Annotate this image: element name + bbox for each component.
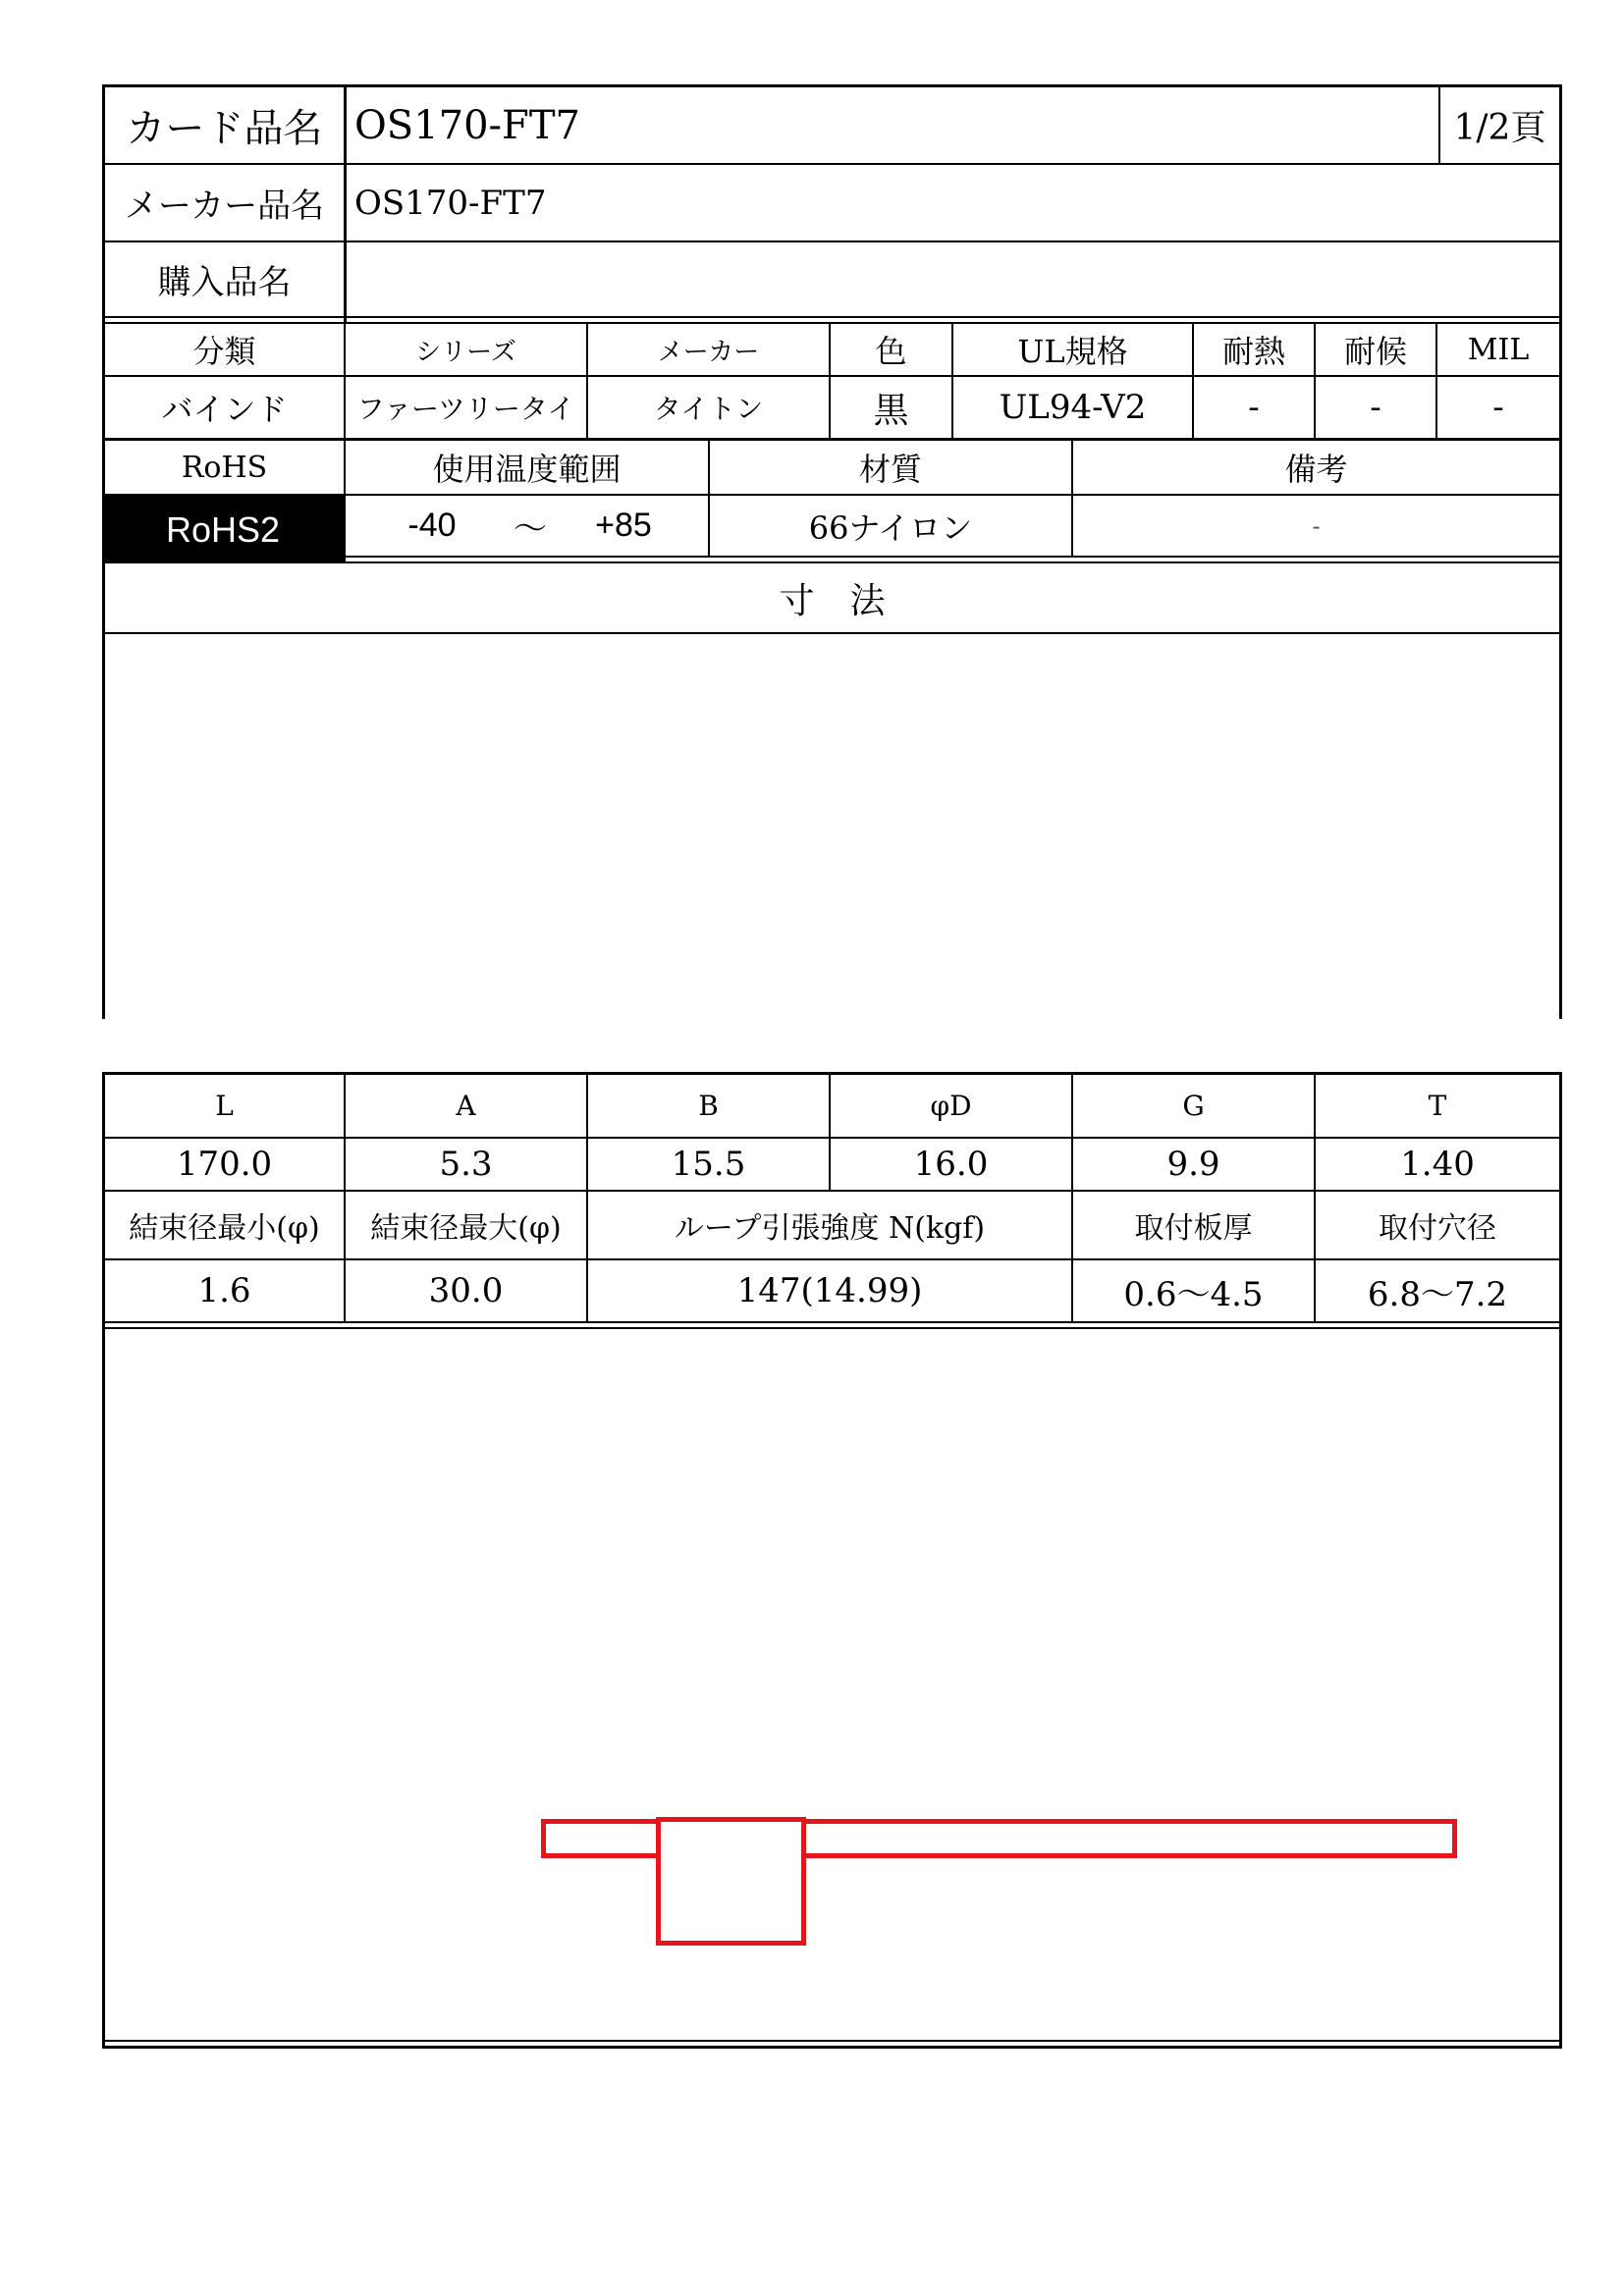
dim-header-L: L <box>215 1090 234 1122</box>
spec-header-maker: メーカー <box>657 337 760 367</box>
spec-header-ul: UL規格 <box>1017 333 1128 370</box>
panel-thickness-label: 取付板厚 <box>1134 1211 1253 1246</box>
card-name-label: カード品名 <box>126 106 323 151</box>
spec-header-material: 材質 <box>858 451 922 488</box>
dimensions-title: 寸 法 <box>779 580 886 621</box>
hole-diameter-value: 6.8～7.2 <box>1367 1274 1508 1314</box>
bundle-min-value: 1.6 <box>197 1271 251 1310</box>
spec-value-category: バインド <box>161 391 288 428</box>
dim-header-G: G <box>1182 1090 1205 1122</box>
spec-header-temp: 使用温度範囲 <box>432 451 622 488</box>
maker-name-value: OS170-FT7 <box>354 183 547 223</box>
bundle-max-label: 結束径最大(φ) <box>370 1211 562 1246</box>
tie-head-outline <box>656 1817 806 1946</box>
loop-tensile-label: ループ引張強度 N(kgf) <box>674 1211 986 1246</box>
dim-value-A: 5.3 <box>439 1145 493 1184</box>
dim-header-B: B <box>698 1090 719 1122</box>
dim-value-B: 15.5 <box>671 1145 746 1184</box>
maker-name-label: メーカー品名 <box>124 187 325 226</box>
dim-value-T: 1.40 <box>1400 1145 1475 1184</box>
loop-tensile-value: 147(14.99) <box>736 1271 923 1310</box>
dim-header-D: φD <box>930 1090 972 1122</box>
panel-thickness-value: 0.6～4.5 <box>1123 1274 1264 1314</box>
material-value: 66ナイロン <box>808 508 973 547</box>
hole-diameter-label: 取付穴径 <box>1379 1211 1496 1246</box>
rohs-badge: RoHS2 <box>102 496 344 563</box>
spec-header-category: 分類 <box>192 333 256 370</box>
spec-value-maker: タイトン <box>653 393 764 425</box>
spec-header-weather: 耐候 <box>1343 333 1407 370</box>
dim-header-T: T <box>1428 1090 1447 1122</box>
dim-header-A: A <box>456 1090 476 1122</box>
spec-header-remarks: 備考 <box>1284 451 1348 488</box>
dim-value-G: 9.9 <box>1166 1145 1220 1184</box>
bundle-max-value: 30.0 <box>428 1271 504 1310</box>
spec-header-series: シリーズ <box>415 337 516 367</box>
page-number: 1/2頁 <box>1453 108 1546 148</box>
spec-value-series: ファーツリータイ <box>356 393 575 425</box>
purchase-name-label: 購入品名 <box>157 263 292 302</box>
spec-header-heat: 耐熱 <box>1221 333 1285 370</box>
spec-header-color: 色 <box>875 333 907 370</box>
spec-value-weather: - <box>1370 388 1381 427</box>
temp-separator: ～ <box>514 509 547 549</box>
card-name-value: OS170-FT7 <box>354 102 580 148</box>
spec-value-ul: UL94-V2 <box>999 388 1147 427</box>
temp-max: +85 <box>595 507 652 544</box>
purchase-name-value <box>347 242 1559 316</box>
spec-header-rohs: RoHS <box>181 450 268 485</box>
dim-value-D: 16.0 <box>913 1145 989 1184</box>
spec-value-heat: - <box>1248 388 1260 427</box>
temp-min: -40 <box>407 507 457 544</box>
remarks-value: - <box>1312 511 1321 540</box>
dim-value-L: 170.0 <box>176 1145 273 1184</box>
spec-value-mil: - <box>1492 388 1504 427</box>
spec-value-color: 黒 <box>873 390 909 431</box>
spec-header-mil: MIL <box>1467 332 1530 367</box>
bundle-min-label: 結束径最小(φ) <box>129 1211 320 1246</box>
